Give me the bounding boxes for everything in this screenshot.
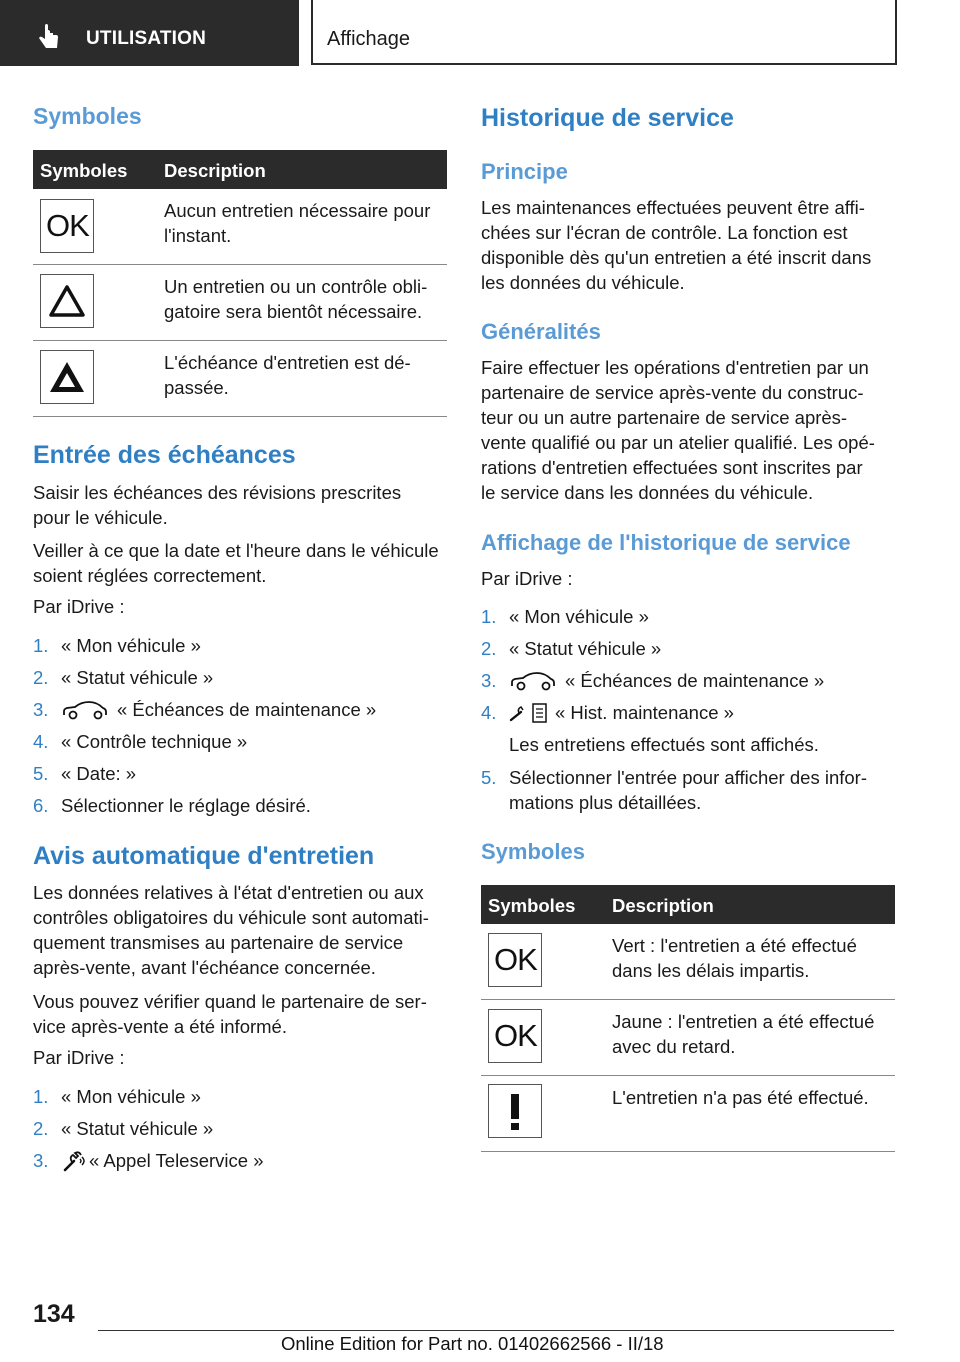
service-history-icon	[509, 702, 549, 724]
row-text: Vert : l'entretien a été effectué	[612, 935, 857, 956]
entree-idrive: Par iDrive :	[33, 596, 125, 617]
historique-heading: Historique de service	[481, 104, 734, 132]
table-row	[481, 1000, 895, 1076]
generalites-heading: Généralités	[481, 319, 601, 344]
row-text: gatoire sera bientôt nécessaire.	[164, 301, 423, 322]
table-row	[33, 189, 447, 265]
ok-icon: OK	[488, 1009, 542, 1063]
principe-paragraph: Les maintenances effectuées peuvent être affi- chées sur l'écran de contrôle. La fonction est disponible dès qu'un entretien a été inscrit dans les données du véhicule.	[481, 197, 872, 293]
row-text: L'échéance d'entretien est dé-	[164, 352, 411, 373]
col-description: Description	[164, 160, 266, 181]
row-text: avec du retard.	[612, 1036, 736, 1057]
symbols-heading-right: Symboles	[481, 839, 585, 864]
ok-icon: OK	[40, 199, 94, 253]
ok-icon: OK	[488, 933, 542, 987]
avis-idrive: Par iDrive :	[33, 1047, 125, 1068]
row-text: Jaune : l'entretien a été effectué	[612, 1011, 875, 1032]
row-text: L'entretien n'a pas été effectué.	[612, 1087, 869, 1108]
hand-pointer-icon	[36, 24, 64, 52]
row-text: dans les délais impartis.	[612, 960, 810, 981]
col-symbols: Symboles	[488, 895, 576, 916]
warning-triangle-icon	[40, 274, 94, 328]
col-description: Description	[612, 895, 714, 916]
symbols-table-1	[33, 150, 447, 416]
row-text: passée.	[164, 377, 229, 398]
row-text: Aucun entretien nécessaire pour	[164, 200, 431, 221]
section-title: UTILISATION	[86, 28, 207, 49]
topic-title: Affichage	[327, 28, 411, 50]
teleservice-wrench-icon	[63, 1150, 87, 1172]
generalites-paragraph: Faire effectuer les opérations d'entretien par un partenaire de service après-vente du construc- teur ou un autre partenaire de service après- vente qualifié ou par un atelier qualifié. Les opé- rations d'entretien effectuées sont inscrites par le service dans les données du véhicule.	[481, 357, 875, 503]
car-icon	[509, 672, 557, 692]
affichage-idrive: Par iDrive :	[481, 568, 573, 589]
principe-heading: Principe	[481, 159, 568, 184]
table-header	[33, 150, 447, 189]
list-item: 5. Sélectionner l'entrée pour afficher des infor- mations plus détaillées.	[481, 767, 867, 813]
entree-paragraph: Saisir les échéances des révisions prescrites pour le véhicule.	[33, 482, 402, 528]
section-tab	[0, 0, 299, 66]
exclamation-icon	[488, 1084, 542, 1138]
avis-paragraph: Vous pouvez vérifier quand le partenaire de ser- vice après-vente a été informé.	[33, 991, 427, 1037]
avis-heading: Avis automatique d'entretien	[33, 842, 375, 870]
col-symbols: Symboles	[40, 160, 128, 181]
avis-paragraph: Les données relatives à l'état d'entretien ou aux contrôles obligatoires du véhicule sont automati- quement transmises au partenaire de service après-vente, avant l'échéance concernée.	[33, 882, 429, 978]
table-header	[481, 885, 895, 924]
table-row	[481, 924, 895, 1000]
table-row	[33, 265, 447, 341]
page-number: 134	[33, 1300, 75, 1328]
affichage-note: Les entretiens effectués sont affichés.	[509, 734, 819, 755]
row-text: Un entretien ou un contrôle obli-	[164, 276, 428, 297]
warning-triangle-filled-icon	[40, 350, 94, 404]
footer-rule	[98, 1330, 894, 1331]
entree-heading: Entrée des échéances	[33, 441, 296, 469]
footer-edition: Online Edition for Part no. 01402662566 - II/18	[281, 1333, 664, 1354]
symbols-heading-left: Symboles	[33, 103, 142, 129]
table-row	[33, 341, 447, 417]
affichage-heading: Affichage de l'historique de service	[481, 530, 851, 555]
row-text: l'instant.	[164, 225, 232, 246]
table-row	[481, 1076, 895, 1152]
symbols-table-2	[481, 885, 895, 1151]
topic-tab	[311, 0, 897, 65]
entree-paragraph: Veiller à ce que la date et l'heure dans le véhicule soient réglées correctement.	[33, 540, 439, 586]
car-icon	[61, 701, 109, 721]
